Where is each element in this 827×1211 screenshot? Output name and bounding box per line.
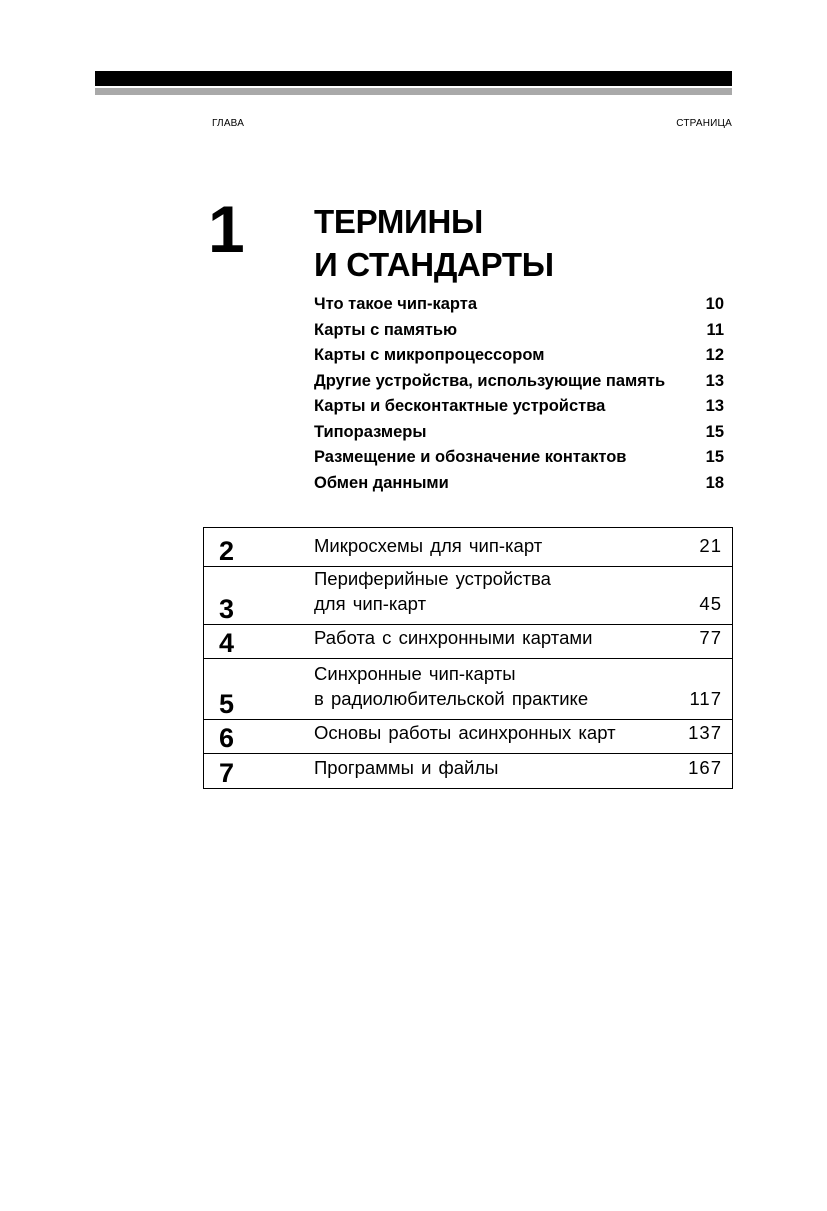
section-page: 18 <box>705 473 724 492</box>
chapter-page: 117 <box>689 688 722 709</box>
section-title: Другие устройства, использующие память <box>314 371 666 390</box>
section-page: 13 <box>705 397 724 415</box>
section-entry[interactable] <box>314 471 724 497</box>
section-title: Обмен данными <box>314 473 449 492</box>
chapter-page: 137 <box>688 722 722 743</box>
chapter-number: 5 <box>219 689 235 719</box>
chapter-title-line-1: Основы работы асинхронных карт <box>314 722 616 743</box>
section-title: Размещение и обозначение контактов <box>314 448 627 466</box>
section-title: Типоразмеры <box>314 422 427 441</box>
chapter-number: 4 <box>219 628 235 658</box>
section-title: Карты с микропроцессором <box>314 346 545 364</box>
chapter-title <box>314 720 616 745</box>
section-page: 15 <box>705 448 724 466</box>
header-rule-black <box>95 71 732 86</box>
section-entry[interactable] <box>314 394 724 420</box>
chapter-title-line-1: Синхронные чип-карты <box>314 663 516 684</box>
chapter-title-line-2: для чип-карт <box>314 593 427 614</box>
chapter-1-section-list <box>314 292 724 496</box>
chapter-row-6[interactable] <box>204 719 732 753</box>
chapter-title-line-1: Периферийные устройства <box>314 568 551 589</box>
chapter-row-2[interactable] <box>204 528 732 566</box>
section-entry[interactable] <box>314 343 724 369</box>
section-title: Карты и бесконтактные устройства <box>314 397 606 415</box>
chapter-title <box>314 661 588 711</box>
page-column-label: СТРАНИЦА <box>676 118 732 129</box>
chapter-number: 7 <box>219 758 235 788</box>
chapter-row-7[interactable] <box>204 753 732 788</box>
chapter-title-line-1: Программы и файлы <box>314 757 499 778</box>
chapter-table <box>203 527 733 789</box>
chapter-column-label: ГЛАВА <box>212 118 245 129</box>
chapter-page: 167 <box>688 757 722 778</box>
chapter-1-title <box>314 200 554 286</box>
section-entry[interactable] <box>314 318 724 344</box>
chapter-1-title-line-1: ТЕРМИНЫ <box>314 203 483 240</box>
chapter-row-5[interactable] <box>204 658 732 719</box>
section-entry[interactable] <box>314 420 724 446</box>
chapter-title <box>314 625 592 650</box>
chapter-title <box>314 566 551 616</box>
section-page: 10 <box>705 295 724 313</box>
section-entry[interactable] <box>314 292 724 318</box>
chapter-page: 21 <box>699 535 722 556</box>
section-entry[interactable] <box>314 369 724 395</box>
section-entry[interactable] <box>314 445 724 471</box>
chapter-title-line-2: в радиолюбительской практике <box>314 688 589 709</box>
header-rule-gray <box>95 88 732 95</box>
chapter-title-line-1: Работа с синхронными картами <box>314 627 593 648</box>
chapter-row-4[interactable] <box>204 624 732 658</box>
section-page: 12 <box>705 346 724 364</box>
chapter-page: 77 <box>699 627 722 648</box>
section-page: 13 <box>705 371 724 390</box>
section-title: Что такое чип-карта <box>314 295 477 313</box>
chapter-number: 3 <box>219 594 235 624</box>
section-page: 11 <box>706 320 724 339</box>
section-title: Карты с памятью <box>314 320 458 339</box>
chapter-1-number: 1 <box>208 192 245 266</box>
chapter-page: 45 <box>699 593 722 614</box>
section-page: 15 <box>705 422 724 441</box>
chapter-title <box>314 755 498 780</box>
chapter-1-title-line-2: И СТАНДАРТЫ <box>314 246 554 283</box>
chapter-row-3[interactable] <box>204 566 732 624</box>
chapter-title-line-1: Микросхемы для чип-карт <box>314 535 543 556</box>
chapter-title <box>314 533 542 558</box>
chapter-number: 2 <box>219 536 235 566</box>
chapter-number: 6 <box>219 723 235 753</box>
